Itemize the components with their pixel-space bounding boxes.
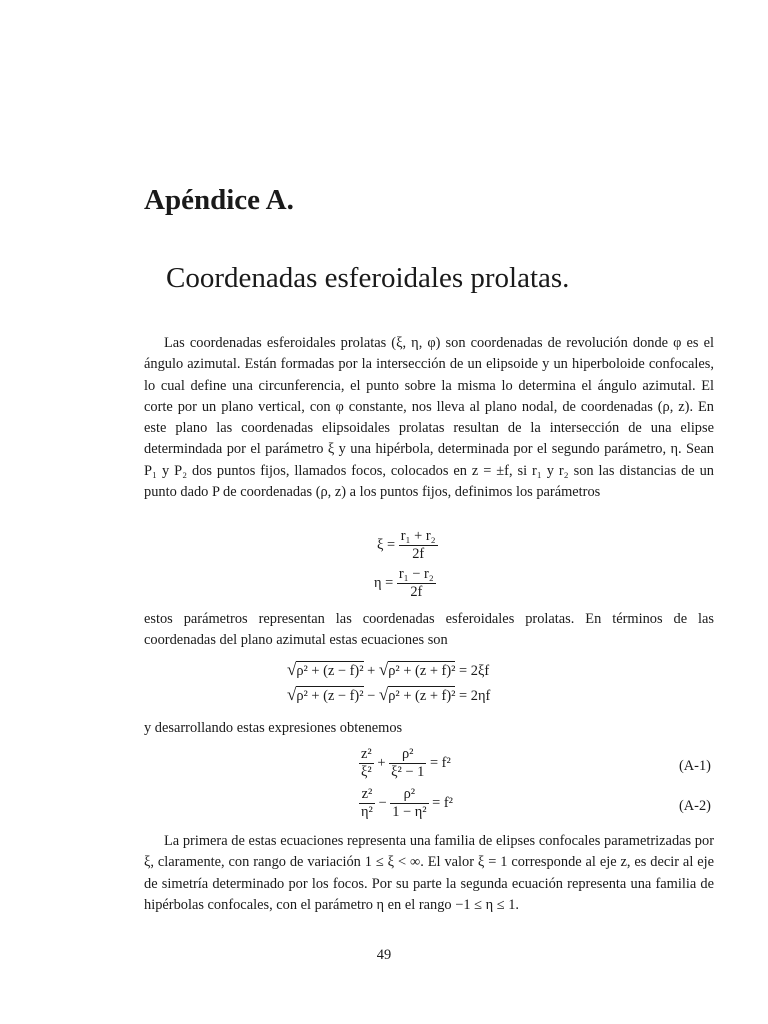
- equation-a1-denominator-2: ξ² − 1: [391, 764, 425, 780]
- section-title: Coordenadas esferoidales prolatas.: [166, 262, 570, 294]
- paragraph-terms: estos parámetros representan las coordenadas esferoidales prolatas. En términos de las coordenadas del plano azimutal estas ecuaciones son: [144, 611, 714, 649]
- equation-sqrt-sum: √ρ² + (z − f)² + √ρ² + (z + f)² = 2ξf: [287, 660, 490, 679]
- equation-a1-rhs: = f²: [429, 754, 451, 771]
- equation-a1-operator: +: [377, 754, 386, 771]
- equation-sqrt-diff-operator: −: [367, 688, 376, 704]
- equation-a2: [359, 786, 453, 821]
- equation-a2-numerator-2: ρ²: [390, 786, 428, 804]
- equation-a1: [359, 746, 451, 781]
- paragraph-conclusion: La primera de estas ecuaciones representa una familia de elipses confocales parametrizadas por ξ, claramente, con rango de variación 1 ≤ ξ < ∞. El valor ξ = 1 corresponde al eje z, es decir al eje de simetría determinado por los focos. Por su parte la segunda ecuación representa una familia de hipérbolas confocales, con el parámetro η en el rango −1 ≤ η ≤ 1.: [144, 833, 714, 913]
- equation-eta-denominator: 2f: [410, 584, 423, 600]
- chapter-title: Apéndice A.: [144, 184, 294, 216]
- equation-sqrt-sum-operator: +: [367, 663, 376, 679]
- equation-eta-fraction: [397, 566, 436, 601]
- equation-eta: [374, 566, 436, 601]
- equation-xi-denominator: 2f: [412, 546, 425, 562]
- equation-xi-fraction: [399, 528, 438, 563]
- paragraph-develop: y desarrollando estas expresiones obtenemos: [144, 720, 403, 736]
- equation-a1-fraction-1: [359, 746, 374, 781]
- equation-xi: [377, 528, 438, 563]
- equation-sqrt-sum-term-b: ρ² + (z + f)²: [388, 663, 456, 679]
- equation-sqrt-diff-term-b: ρ² + (z + f)²: [388, 688, 456, 704]
- equation-xi-numerator: r₁ + r₂: [400, 528, 436, 544]
- equation-a2-denominator-2: 1 − η²: [392, 804, 427, 820]
- equation-a2-label: (A-2): [679, 798, 711, 814]
- equation-sqrt-diff-term-a: ρ² + (z − f)²: [296, 688, 364, 704]
- equation-a1-fraction-2: [389, 746, 426, 781]
- equation-a2-fraction-1: [359, 786, 375, 821]
- equation-a1-label: (A-1): [679, 758, 711, 774]
- equation-a2-denominator-1: η²: [361, 804, 373, 820]
- equation-sqrt-diff-rhs: = 2ηf: [459, 688, 491, 704]
- paragraph-intro: Las coordenadas esferoidales prolatas (ξ, η, φ) son coordenadas de revolución donde φ es el ángulo azimutal. Están formadas por la intersección de un elipsoide y un hiperboloide confocales, lo cual define una circunferencia, el punto sobre la misma lo determina el ángulo azimutal. El corte por un plano vertical, con φ constante, nos lleva al plano nodal, de coordenadas (ρ, z). En este plano las coordenadas elipsoidales prolatas resultan de la intersección de una elipse determindada por el parámetro ξ y una hipérbola, determinada por el segundo parámetro, η. Sean P₁ y P₂ dos puntos fijos, llamados focos, colocados en z = ±f, si r₁ y r₂ son las distancias de un punto dado P de coordenadas (ρ, z) a los puntos fijos, definimos los parámetros: [144, 335, 714, 501]
- equation-sqrt-sum-term-a: ρ² + (z − f)²: [296, 663, 364, 679]
- equation-eta-lhs: η =: [374, 574, 394, 591]
- equation-a1-numerator-1: z²: [359, 746, 374, 764]
- equation-a2-rhs: = f²: [432, 794, 453, 811]
- equation-xi-lhs: ξ =: [377, 536, 396, 553]
- equation-sqrt-diff: √ρ² + (z − f)² − √ρ² + (z + f)² = 2ηf: [287, 685, 491, 704]
- equation-a2-operator: −: [378, 794, 387, 811]
- equation-sqrt-sum-rhs: = 2ξf: [459, 663, 490, 679]
- equation-a2-fraction-2: [390, 786, 428, 821]
- page-number: 49: [376, 947, 392, 963]
- equation-a1-denominator-1: ξ²: [361, 764, 372, 780]
- equation-a2-numerator-1: z²: [359, 786, 375, 804]
- equation-a1-numerator-2: ρ²: [389, 746, 426, 764]
- equation-eta-numerator: r₁ − r₂: [398, 566, 434, 582]
